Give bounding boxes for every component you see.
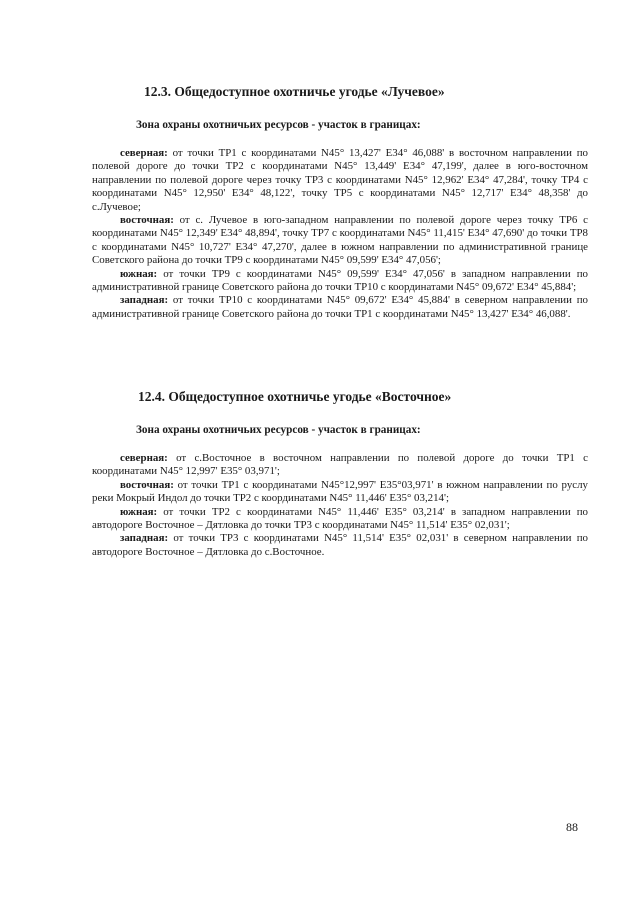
boundary-text: от точки ТР1 с координатами N45°12,997' Е35°03,971' в южном направлении по руслу реки Мокрый Индол до точки ТР2 с координатами N45° 11,446' Е35° 03,214';: [92, 478, 588, 505]
boundary-text: от точки ТР1 с координатами N45° 13,427' Е34° 46,088' в восточном направлении по полевой дороге до точки ТР2 с координатами N45° 13,449' Е34° 47,199', далее в юго-восточном направлении по полевой дороге через точку ТР3 с координатами N45° 12,962' Е34° 47,284', точку ТР4 с координатами N45° 12,950' Е34° 48,122', точку ТР5 с координатами N45° 12,717' Е34° 48,358' до с.Лучевое;: [92, 147, 588, 213]
boundary-paragraphs: [92, 452, 588, 559]
boundary-label: западная:: [120, 532, 169, 545]
section-subheading: Зона охраны охотничьих ресурсов - участок в границах:: [136, 119, 421, 131]
boundary-label: северная:: [120, 452, 168, 464]
boundary-text: от точки ТР9 с координатами N45° 09,599' Е34° 47,056' в западном направлении по административной границе Советского района до точки ТР10 с координатами N45° 09,672' Е34° 45,884';: [92, 267, 588, 294]
boundary-label: западная:: [120, 294, 169, 307]
boundary-text: от точки ТР10 с координатами N45° 09,672' Е34° 45,884' в северном направлении по административной границе Советского района до точки ТР1 с координатами N45° 13,427' Е34° 46,088'.: [92, 294, 588, 320]
boundary-north: [92, 147, 588, 214]
section-subheading: Зона охраны охотничьих ресурсов - участок в границах:: [136, 424, 421, 436]
page-number: 88: [566, 820, 578, 834]
boundary-label: восточная:: [120, 478, 174, 491]
boundary-north: [92, 452, 588, 479]
section-12-3: [92, 84, 588, 321]
boundary-text: от с. Лучевое в юго-западном направлении по полевой дороге через точку ТР6 с координатами N45° 12,349' Е34° 48,894', точку ТР7 с координатами N45° 11,415' Е34° 47,690' до точки ТР8 с координатами N45° 10,727' Е34° 47,270', далее в южном направлении по административной границе Советского района до точки ТР9 с координатами N45° 09,599' Е34° 47,056';: [92, 214, 588, 267]
boundary-south: [92, 268, 588, 295]
section-12-4: [92, 389, 588, 559]
boundary-east: [92, 214, 588, 268]
boundary-text: от точки ТР2 с координатами N45° 11,446' Е35° 03,214' в западном направлении по автодороге Восточное – Дятловка до точки ТР3 с координатами N45° 11,514' Е35° 02,031';: [92, 505, 588, 532]
boundary-paragraphs: [92, 147, 588, 321]
boundary-label: восточная:: [120, 214, 174, 227]
boundary-east: [92, 479, 588, 506]
boundary-west: [92, 294, 588, 321]
boundary-text: от с.Восточное в восточном направлении по полевой дороге до точки ТР1 с координатами N45° 12,997' Е35° 03,971';: [92, 452, 588, 478]
boundary-label: северная:: [120, 147, 168, 159]
boundary-west: [92, 532, 588, 559]
boundary-label: южная:: [120, 267, 158, 280]
boundary-text: от точки ТР3 с координатами N45° 11,514' Е35° 02,031' в северном направлении по автодороге Восточное – Дятловка до с.Восточное.: [92, 532, 588, 558]
boundary-label: южная:: [120, 505, 158, 518]
boundary-south: [92, 506, 588, 533]
section-title: 12.3. Общедоступное охотничье угодье «Лучевое»: [144, 84, 445, 99]
section-title: 12.4. Общедоступное охотничье угодье «Восточное»: [138, 389, 452, 404]
